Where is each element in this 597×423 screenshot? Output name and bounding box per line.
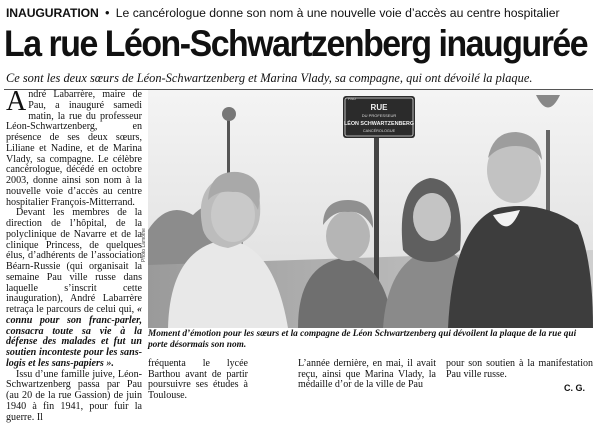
lamp-left bbox=[222, 107, 236, 121]
photo-credit: Photo Lamothe bbox=[140, 212, 148, 262]
article-column-4: pour son soutien à la manifestation Pau ville russe. bbox=[446, 359, 593, 402]
drop-cap: A bbox=[6, 91, 26, 113]
paragraph-3: Issu d’une famille juive, Léon-Schwartzenberg passa par Pau (au 20 de la rue Gassion) de juin 1940 à fin 1941, pour fuir la guerre. Il bbox=[6, 370, 142, 423]
paragraph-2 bbox=[6, 208, 142, 369]
street-sign bbox=[343, 96, 415, 138]
sign-rue: RUE bbox=[371, 103, 389, 112]
article-photo bbox=[148, 90, 593, 328]
article-column-2: fréquenta le lycée Barthou avant de partir poursuivre ses études à Toulouse. bbox=[148, 359, 248, 402]
pull-quote: « connu pour son franc-parler, consacra toute sa vie à la défense des malades et fut un soutien inconteste pour les sans-logis et les sans-papiers ». bbox=[6, 304, 142, 369]
sign-cancerologue: CANCÉROLOGUE bbox=[363, 128, 396, 133]
sign-du-professeur: DU PROFESSEUR bbox=[362, 113, 397, 118]
paragraph-intro bbox=[6, 90, 142, 208]
paragraph-2-text: Devant les membres de la direction de l’hôpital, de la polyclinique de Navarre et de la clinique Princess, de quelques élus, d’adhérents de l’association Béarn-Russie (qui organisait la semaine Pau ville russe dans laquelle s’inscrit cette inauguration), André Labarrère retraça le parcours de celui qui, bbox=[6, 207, 142, 315]
kicker bbox=[6, 5, 591, 21]
sign-post bbox=[374, 138, 379, 288]
sign-name: LÉON SCHWARTZENBERG bbox=[344, 119, 414, 127]
section-tag: INAUGURATION bbox=[6, 6, 99, 20]
article-column-3: L’année dernière, en mai, il avait reçu, ainsi que Marina Vlady, la médaille d’or de la ville de Pau bbox=[298, 359, 436, 402]
paragraph-intro-text: ndré Labarrère, maire de Pau, a inauguré samedi matin, la rue du professeur Léon-Schwartzenberg, en présence de ses deux sœurs, Liliane et Nadine, et de Marina Vlady, sa compagne. Le célèbre cancérologue, décédé en octobre 2003, donne ainsi son nom à la nouvelle voie d’accès au centre hospitalier François-Mitterrand. bbox=[6, 89, 142, 208]
headline: La rue Léon-Schwartzenberg inaugurée bbox=[4, 22, 543, 66]
kicker-bullet: • bbox=[105, 6, 109, 20]
standfirst: Ce sont les deux sœurs de Léon-Schwartzenberg et Marina Vlady, sa compagne, qui ont dévoilé la plaque. bbox=[6, 70, 592, 86]
kicker-text: Le cancérologue donne son nom à une nouvelle voie d’accès au centre hospitalier bbox=[116, 6, 560, 20]
author-signature: C. G. bbox=[564, 383, 585, 393]
photo-caption: Moment d’émotion pour les sœurs et la compagne de Léon Schwartzenberg qui dévoilent la plaque de la rue qui porte désormais son nom. bbox=[148, 329, 593, 351]
svg-text:PAU: PAU bbox=[348, 96, 356, 101]
article-column-1 bbox=[6, 90, 142, 402]
